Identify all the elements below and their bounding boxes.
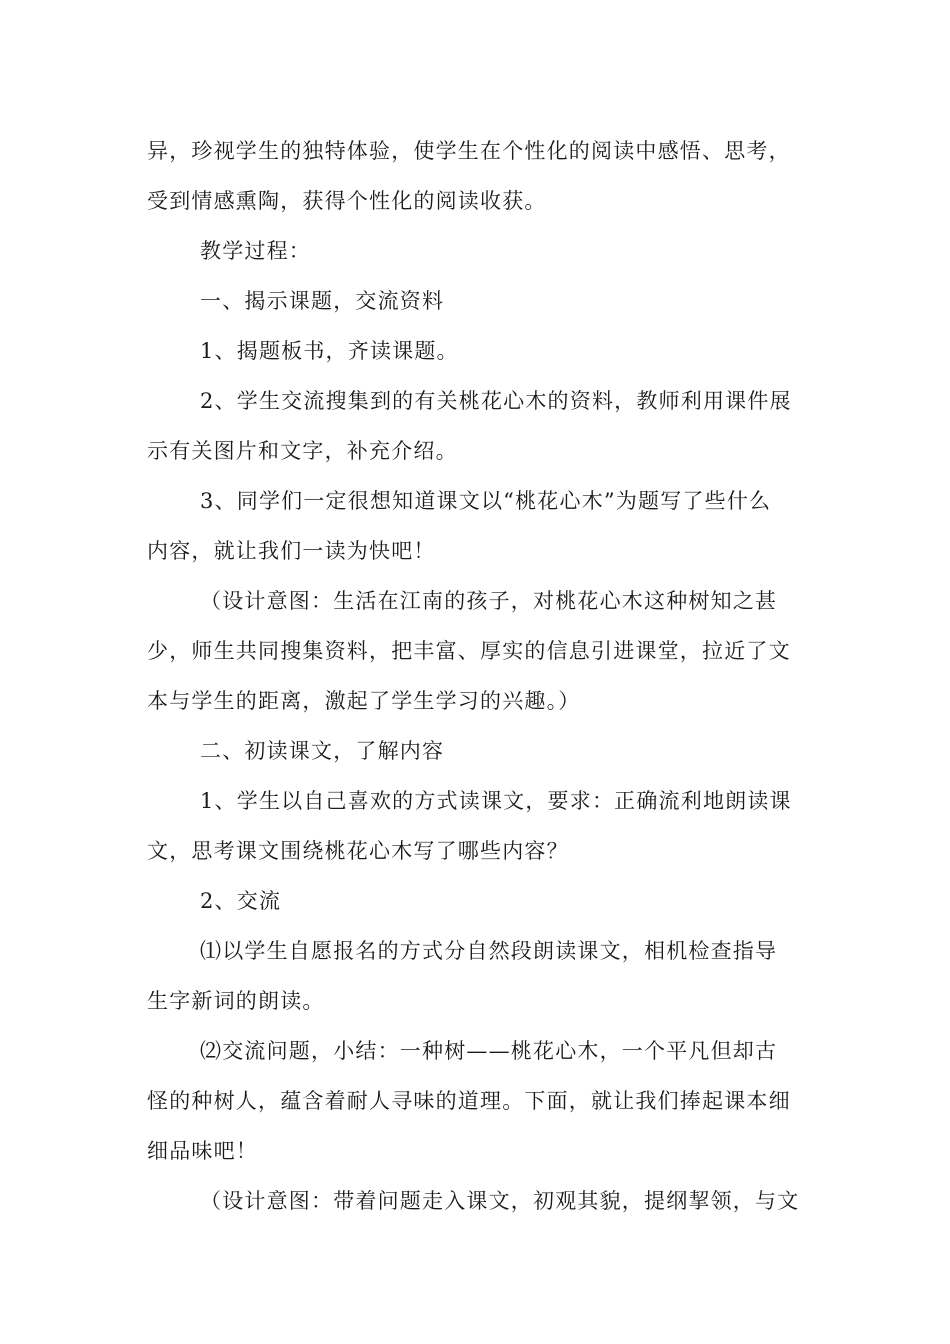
design-note-line: （设计意图：生活在江南的孩子，对桃花心木这种树知之甚 (200, 589, 778, 613)
paragraph-line: ⑴以学生自愿报名的方式分自然段朗读课文，相机检查指导 (200, 939, 778, 963)
paragraph-line: 2、学生交流搜集到的有关桃花心木的资料，教师利用课件展 (200, 389, 792, 413)
design-note-line: 少，师生共同搜集资料，把丰富、厚实的信息引进课堂，拉近了文 (147, 639, 791, 663)
section-heading: 一、揭示课题，交流资料 (200, 289, 445, 313)
paragraph-line: 示有关图片和文字，补充介绍。 (147, 439, 458, 463)
design-note-line: （设计意图：带着问题走入课文，初观其貌，提纲挈领，与文 (200, 1189, 800, 1213)
paragraph-line: 内容，就让我们一读为快吧！ (147, 539, 436, 563)
section-heading: 教学过程： (200, 239, 311, 263)
paragraph-line: 受到情感熏陶，获得个性化的阅读收获。 (147, 189, 547, 213)
section-heading: 二、初读课文，了解内容 (200, 739, 445, 763)
paragraph-line: 2、交流 (200, 889, 282, 913)
paragraph-line: 异，珍视学生的独特体验，使学生在个性化的阅读中感悟、思考， (147, 139, 791, 163)
paragraph-line: 1、揭题板书，齐读课题。 (200, 339, 459, 363)
paragraph-line: 细品味吧！ (147, 1139, 258, 1163)
paragraph-line: 文，思考课文围绕桃花心木写了哪些内容？ (147, 839, 569, 863)
paragraph-line: 3、同学们一定很想知道课文以“桃花心木”为题写了些什么 (200, 489, 772, 513)
paragraph-line: 1、学生以自己喜欢的方式读课文，要求：正确流利地朗读课 (200, 789, 792, 813)
design-note-line: 本与学生的距离，激起了学生学习的兴趣。） (147, 689, 581, 713)
paragraph-line: 怪的种树人，蕴含着耐人寻味的道理。下面，就让我们捧起课本细 (147, 1089, 791, 1113)
paragraph-line: 生字新词的朗读。 (147, 989, 325, 1013)
paragraph-line: ⑵交流问题，小结：一种树——桃花心木，一个平凡但却古 (200, 1039, 778, 1063)
